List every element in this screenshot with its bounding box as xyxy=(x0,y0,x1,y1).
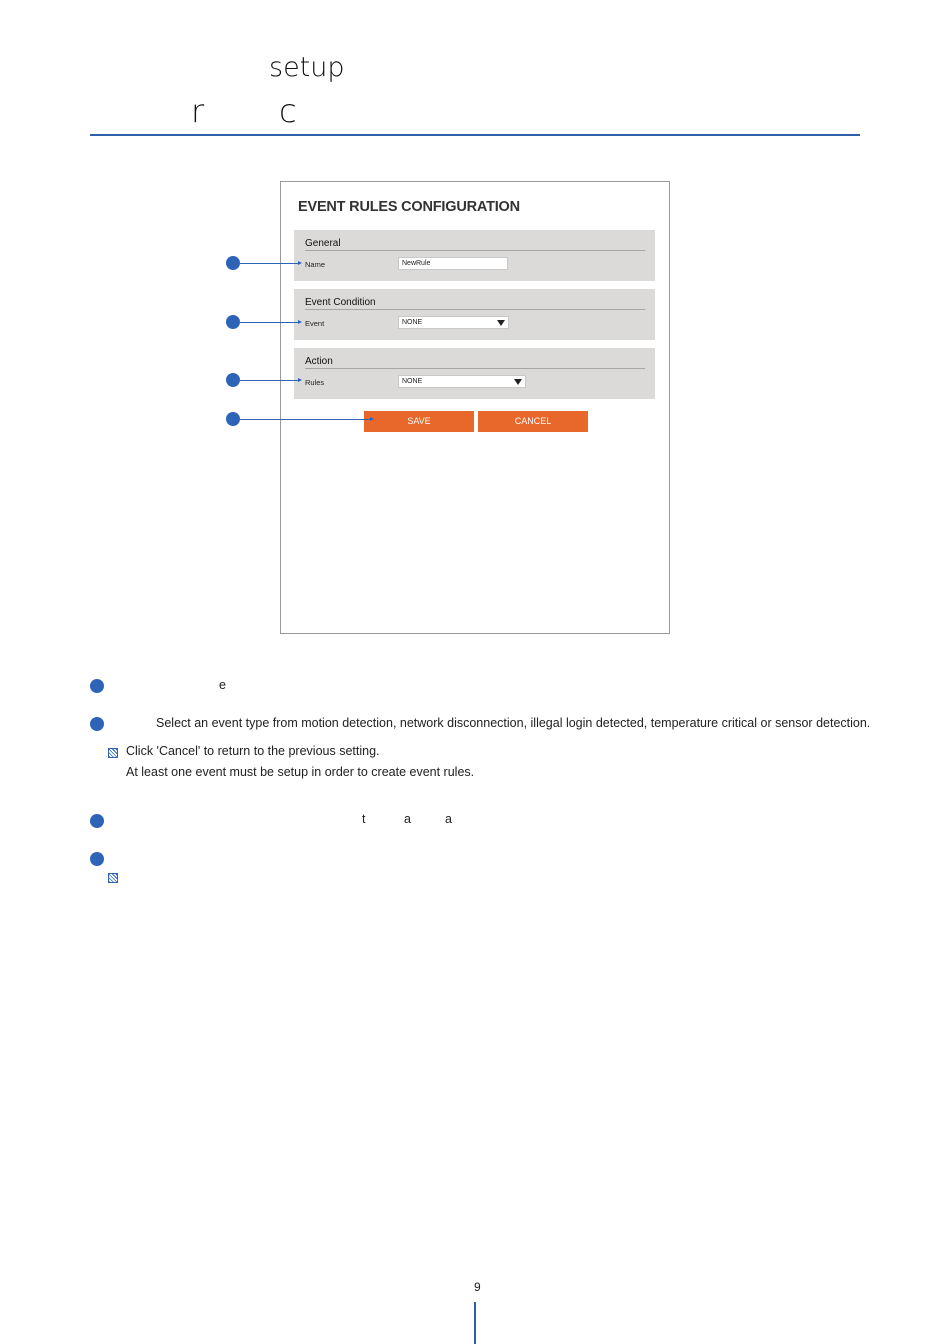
list-marker-4 xyxy=(90,852,104,866)
callout-marker-3 xyxy=(226,373,240,387)
rules-select-value: NONE xyxy=(402,378,423,385)
event-condition-divider xyxy=(305,309,645,310)
list-marker-3 xyxy=(90,814,104,828)
item3-fragment-a2: a xyxy=(445,812,452,826)
list-marker-1 xyxy=(90,679,104,693)
callout-marker-2 xyxy=(226,315,240,329)
item3-fragment-t: t xyxy=(362,812,366,826)
header-fragment-c: c xyxy=(279,92,297,130)
header-fragment-r: r xyxy=(191,92,205,130)
page-number: 9 xyxy=(474,1280,481,1294)
callout-line-4 xyxy=(240,419,370,420)
note-icon xyxy=(108,873,118,883)
item1-text-fragment: e xyxy=(219,678,226,692)
event-label: Event xyxy=(305,319,325,328)
header-divider xyxy=(90,134,860,136)
callout-marker-4 xyxy=(226,412,240,426)
save-button[interactable]: SAVE xyxy=(364,411,474,432)
footer-divider xyxy=(474,1302,476,1344)
callout-arrow-3 xyxy=(298,378,302,382)
item3-fragment-a1: a xyxy=(404,812,411,826)
callout-line-2 xyxy=(240,322,298,323)
note1-line1: Click 'Cancel' to return to the previous setting. xyxy=(126,744,380,758)
callout-line-1 xyxy=(240,263,298,264)
note1-line2: At least one event must be setup in order to create event rules. xyxy=(126,765,475,779)
callout-marker-1 xyxy=(226,256,240,270)
note-icon xyxy=(108,748,118,758)
rules-select[interactable] xyxy=(398,375,526,388)
action-divider xyxy=(305,368,645,369)
name-input[interactable]: NewRule xyxy=(398,257,508,270)
chevron-down-icon xyxy=(514,379,522,385)
rules-label: Rules xyxy=(305,378,325,387)
event-select[interactable] xyxy=(398,316,509,329)
event-select-value: NONE xyxy=(402,319,423,326)
general-divider xyxy=(305,250,645,251)
action-heading: Action xyxy=(305,356,333,367)
event-condition-heading: Event Condition xyxy=(305,297,376,308)
cancel-button[interactable]: CANCEL xyxy=(478,411,588,432)
list-marker-2 xyxy=(90,717,104,731)
item2-text: Select an event type from motion detection, network disconnection, illegal login detected, temperature critical or sensor detection. xyxy=(156,716,871,730)
callout-line-3 xyxy=(240,380,298,381)
callout-arrow-4 xyxy=(370,417,374,421)
panel-title: EVENT RULES CONFIGURATION xyxy=(298,199,520,215)
general-section xyxy=(294,230,655,281)
callout-arrow-2 xyxy=(298,320,302,324)
action-section xyxy=(294,348,655,399)
callout-arrow-1 xyxy=(298,261,302,265)
event-condition-section xyxy=(294,289,655,340)
header-setup-text: setup xyxy=(269,52,345,83)
event-rules-panel xyxy=(280,181,670,634)
name-label: Name xyxy=(305,260,326,269)
chevron-down-icon xyxy=(497,320,505,326)
general-heading: General xyxy=(305,238,341,249)
